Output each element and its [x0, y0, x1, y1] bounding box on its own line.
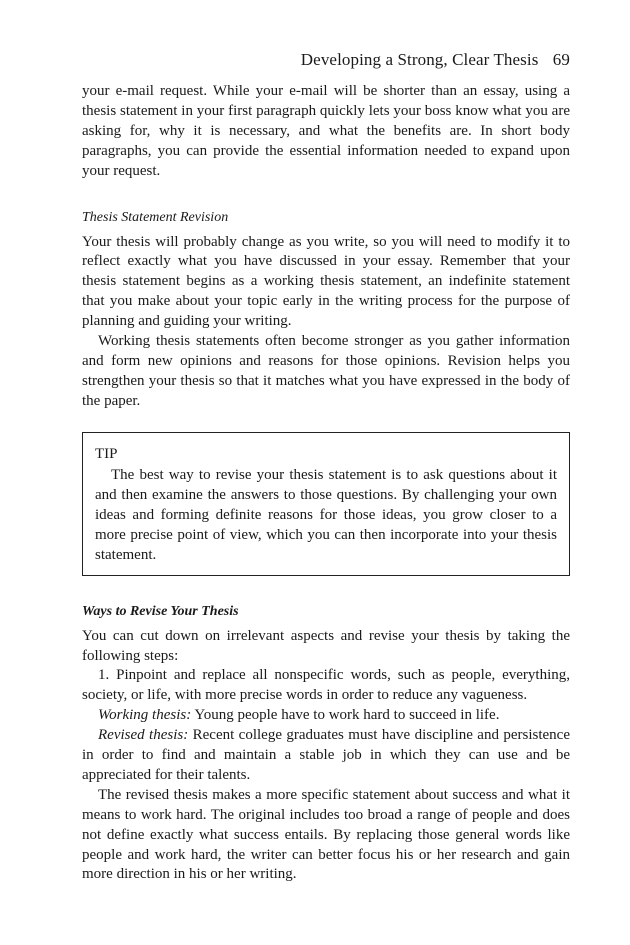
- working-thesis-label: Working thesis:: [98, 707, 192, 724]
- page-body: [82, 82, 570, 885]
- tip-box: [82, 432, 570, 576]
- working-thesis-text: Young people have to work hard to succeed in life.: [191, 707, 500, 724]
- revision-paragraph-2: Working thesis statements often become stronger as you gather information and form new opinions and reasons for those opinions. Revision helps you strengthen your thesis so that it matches what you have expressed in the body of the paper.: [82, 333, 570, 409]
- ways-paragraph: You can cut down on irrelevant aspects and revise your thesis by taking the following steps:: [82, 627, 570, 664]
- revised-thesis: [82, 726, 570, 786]
- final-paragraph: The revised thesis makes a more specific statement about success and what it means to work hard. The original includes too broad a range of people and does not define exactly what success entails. By replacing those general words like people and work hard, the writer can better focus his or her research and gain more direction in his or her writing.: [82, 786, 570, 883]
- chapter-title: Developing a Strong, Clear Thesis: [300, 50, 539, 69]
- revised-thesis-label: Revised thesis:: [98, 727, 189, 744]
- step-1: 1. Pinpoint and replace all nonspecific words, such as people, everything, society, or life, with more precise words in order to reduce any vagueness.: [82, 667, 570, 704]
- tip-label: TIP: [95, 445, 118, 462]
- revision-paragraph-1: Your thesis will probably change as you write, so you will need to modify it to reflect exactly what you have discussed in your essay. Remember that your thesis statement begins as a working thesis statement, an indefinite statement that you make about your topic early in the writing process for the purpose of planning and guiding your writing.: [82, 233, 570, 330]
- working-thesis: [82, 706, 570, 726]
- revised-thesis-text: Recent college graduates must have discipline and persistence in order to find and maintain a stable job in which they can use and be appreciated for their talents.: [82, 727, 570, 783]
- running-head: [301, 50, 570, 70]
- tip-text: The best way to revise your thesis statement is to ask questions about it and then examine the answers to those questions. By challenging your own ideas and forming definite reasons for those ideas, you grow closer to a more precise point of view, which you can then incorporate into your thesis statement.: [95, 466, 557, 563]
- page-number: 69: [552, 50, 570, 69]
- section-heading-revision: Thesis Statement Revision: [82, 209, 229, 225]
- intro-paragraph: your e-mail request. While your e-mail will be shorter than an essay, using a thesis statement in your first paragraph quickly lets your boss know what you are asking for, why it is necessary, and what the benefits are. In short body paragraphs, you can provide the essential information needed to expand upon your request.: [82, 83, 570, 179]
- section-heading-ways: Ways to Revise Your Thesis: [82, 603, 239, 619]
